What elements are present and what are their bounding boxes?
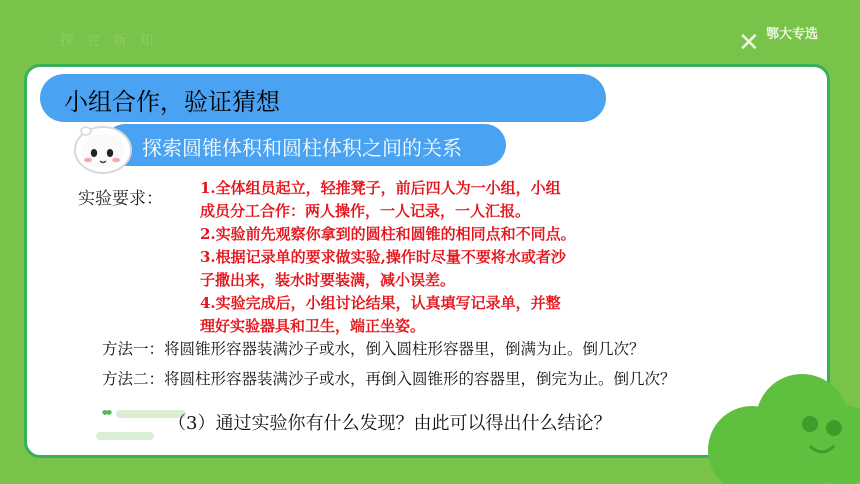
publisher-logo [738, 26, 838, 58]
section-watermark: 探 究 新 知 [60, 33, 158, 49]
logo-icon: ✕ [738, 28, 760, 58]
logo-text: 鄂大专选 [766, 27, 819, 42]
method-one-text: 方法一：将圆锥形容器装满沙子或水，倒入圆柱形容器里，倒满为止。倒几次？ [102, 340, 645, 358]
requirements-label: 实验要求： [78, 189, 163, 209]
subtitle-text: 探索圆锥体积和圆柱体积之间的关系 [142, 136, 462, 160]
requirement-line: 4.实验完成后，小组讨论结果，认真填写记录单，并整 [200, 294, 561, 312]
bush-decoration-icon [692, 350, 860, 484]
requirement-line: 理好实验器具和卫生，端正坐姿。 [200, 317, 426, 335]
requirement-line: 2.实验前先观察你拿到的圆柱和圆锥的相同点和不同点。 [200, 225, 576, 243]
requirement-line: 成员分工合作：两人操作，一人记录，一人汇报。 [200, 202, 531, 220]
requirements-list [200, 177, 660, 338]
requirement-line: 3.根据记录单的要求做实验,操作时尽量不要将水或者沙 [200, 248, 566, 266]
page-title: 小组合作，验证猜想 [64, 88, 280, 116]
requirement-line: 1.全体组员起立，轻推凳子，前后四人为一小组，小组 [200, 179, 561, 197]
question-text: （3）通过实验你有什么发现？由此可以得出什么结论？ [168, 413, 612, 434]
mascot-icon [72, 121, 134, 175]
requirement-line: 子撒出来，装水时要装满，减小误差。 [200, 271, 456, 289]
method-two-text: 方法二：将圆柱形容器装满沙子或水，再倒入圆锥形的容器里，倒完为止。倒几次？ [102, 370, 676, 388]
